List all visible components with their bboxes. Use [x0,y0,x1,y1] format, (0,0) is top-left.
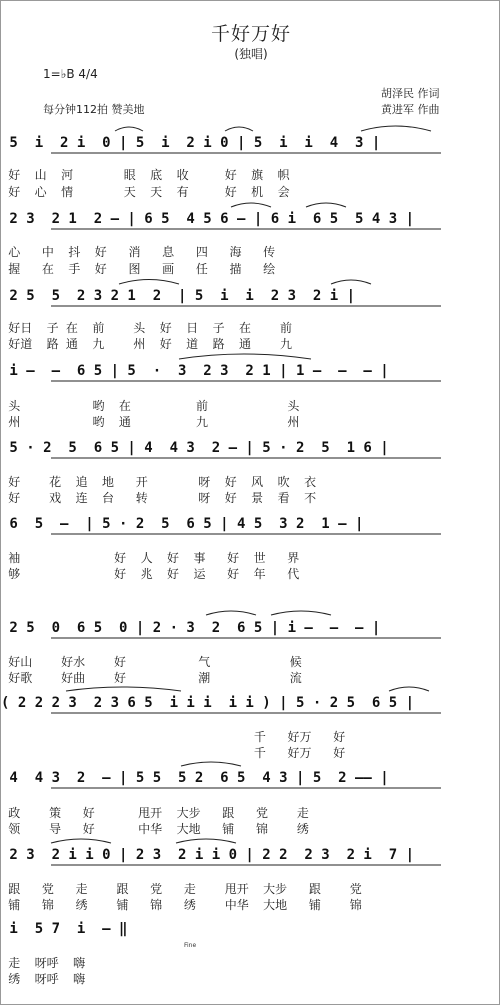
lyric-line: 头 哟 在 前 头 [1,399,300,413]
lyric-line: 好日 子 在 前 头 好 日 子 在 前 [1,321,292,335]
lyric-line: 够 好 兆 好 运 好 年 代 [1,567,300,581]
notation-line: 2 3 2 i i 0 | 2 3 2 i i 0 | 2 2 2 3 2 i 7 | [1,847,415,863]
notation-line: i 5 7 i — ‖ [1,921,128,937]
notation-line: 2 5 0 6 5 0 | 2 · 3 2 6 5 | i — — — | [1,620,381,636]
lyric-line: 千 好万 好 [1,746,346,760]
lyric-line: 握 在 手 好 图 画 任 描 绘 [1,262,276,276]
lyric-line: 州 哟 通 九 州 [1,415,300,429]
lyric-line: 好道 路 通 九 州 好 道 路 通 九 [1,337,292,351]
lyric-line: 心 中 抖 好 消 息 四 海 传 [1,245,276,259]
lyric-line: 好 山 河 眼 底 收 好 旗 帜 [1,168,290,182]
notation-line: ( 2 2 2 3 2 3 6 5 i i i i i ) | 5 · 2 5 6 5 | [1,695,415,711]
song-subtitle: (独唱) [234,47,268,61]
song-title: 千好万好 [210,23,291,45]
lyric-line: 好山 好水 好 气 候 [1,655,302,669]
lyric-line: 千 好万 好 [1,730,346,744]
notation-line: 5 · 2 5 6 5 | 4 4 3 2 — | 5 · 2 5 1 6 | [1,440,389,456]
key-signature: 1=♭B 4/4 [43,67,98,81]
fine-marking: Fine [184,942,197,949]
notation-line: 6 5 — | 5 · 2 5 6 5 | 4 5 3 2 1 — | [1,516,364,532]
lyric-line: 走 呀呼 嗨 [1,956,86,970]
lyricist-credit: 胡泽民 作词 [381,87,440,100]
composer-credit: 黄进军 作曲 [381,103,440,116]
slur-marks [1,1,500,1006]
lyric-line: 好 戏 连 台 转 呀 好 景 看 不 [1,491,317,505]
lyric-line: 好歌 好曲 好 潮 流 [1,671,302,685]
notation-line: i — — 6 5 | 5 · 3 2 3 2 1 | 1 — — — | [1,363,389,379]
notation-line: 4 4 3 2 — | 5 5 5 2 6 5 4 3 | 5 2 —— | [1,770,389,786]
notation-line: 5 i 2 i 0 | 5 i 2 i 0 | 5 i i 4 3 | [1,135,381,151]
lyric-line: 铺 锦 绣 铺 锦 绣 中华 大地 铺 锦 [1,898,362,912]
lyric-line: 政 策 好 甩开 大步 跟 党 走 [1,806,309,820]
notation-line: 2 5 5 2 3 2 1 2 | 5 i i 2 3 2 i | [1,288,356,304]
lyric-line: 袖 好 人 好 事 好 世 界 [1,551,300,565]
lyric-line: 好 心 情 天 天 有 好 机 会 [1,185,290,199]
lyric-line: 好 花 追 地 开 呀 好 风 吹 衣 [1,475,317,489]
lyric-line: 绣 呀呼 嗨 [1,972,86,986]
lyric-line: 领 导 好 中华 大地 铺 锦 绣 [1,822,309,836]
tempo-marking: 每分钟112拍 赞美地 [43,103,145,116]
notation-line: 2 3 2 1 2 — | 6 5 4 5 6 — | 6 i 6 5 5 4 3 | [1,211,415,227]
lyric-line: 跟 党 走 跟 党 走 甩开 大步 跟 党 [1,882,362,896]
